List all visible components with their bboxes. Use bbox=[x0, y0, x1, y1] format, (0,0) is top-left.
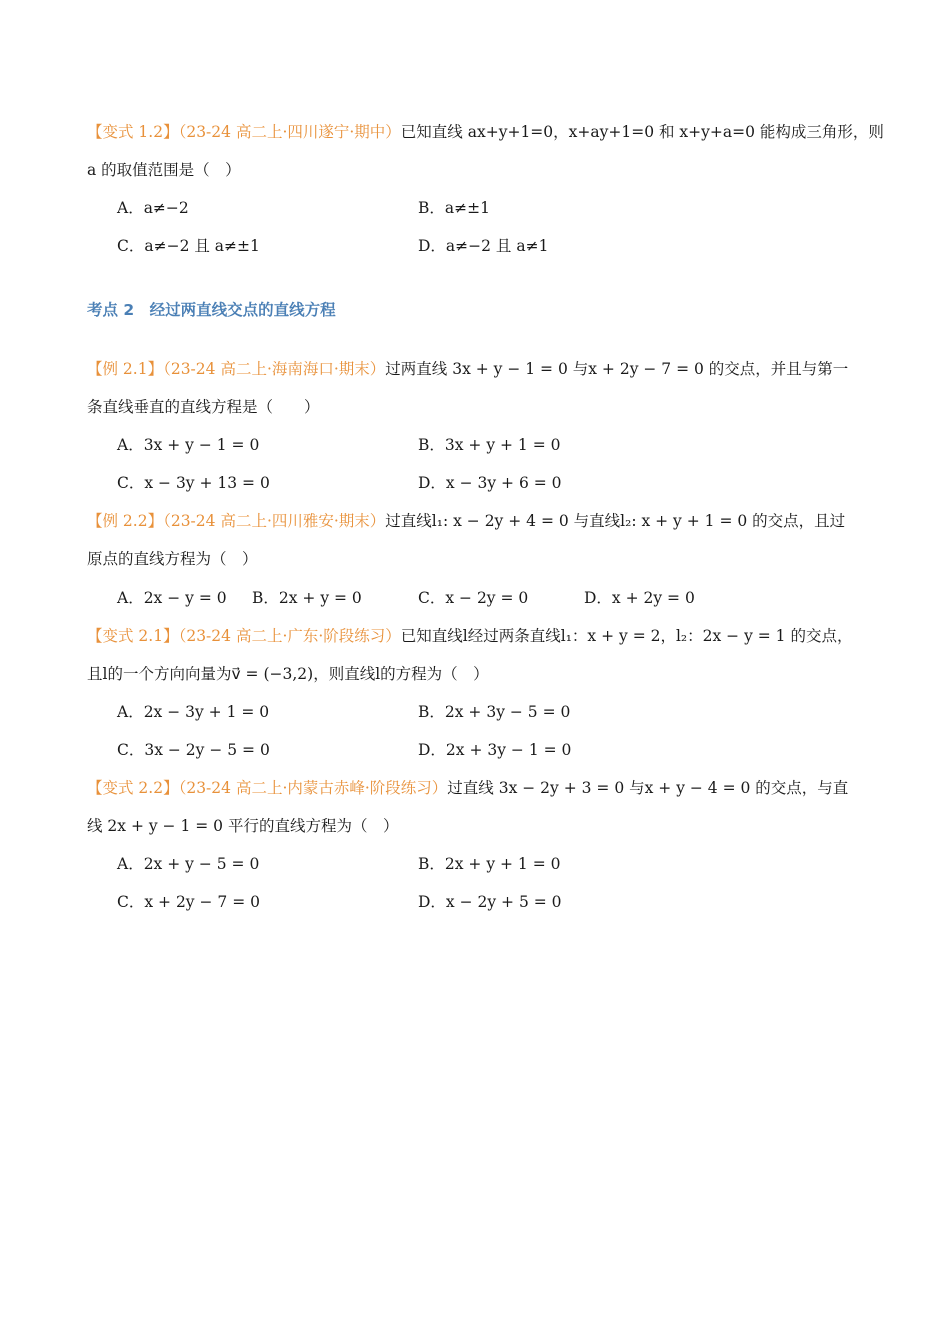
question-var22-line1 bbox=[87, 778, 848, 798]
question-source: （23-24 高二上·海南海口·期末） bbox=[163, 360, 386, 378]
option-c: C．a≠−2 且 a≠±1 bbox=[117, 237, 260, 255]
option-b: B．a≠±1 bbox=[418, 199, 490, 217]
question-stem: 已知直线 ax+y+1=0，x+ay+1=0 和 x+y+a=0 能构成三角形，则 bbox=[400, 123, 884, 141]
question-tag: 【变式 2.1】 bbox=[87, 627, 179, 645]
question-ex22-line1 bbox=[87, 511, 845, 531]
question-var21-line2: 且l的一个方向向量为v⃗ = (−3,2)，则直线l的方程为（ ） bbox=[87, 665, 489, 683]
option-d: D．a≠−2 且 a≠1 bbox=[418, 237, 549, 255]
question-source: （23-24 高二上·广东·阶段练习） bbox=[178, 627, 401, 645]
question-ex21-line1 bbox=[87, 359, 848, 379]
option-b: B．3x + y + 1 = 0 bbox=[418, 436, 561, 454]
question-stem: 过直线 3x − 2y + 3 = 0 与x + y − 4 = 0 的交点，与直 bbox=[447, 779, 849, 797]
option-c: C．3x − 2y − 5 = 0 bbox=[117, 741, 270, 759]
question-stem: 过两直线 3x + y − 1 = 0 与x + 2y − 7 = 0 的交点，并且与第一 bbox=[385, 360, 849, 378]
question-tag: 【变式 1.2】 bbox=[87, 123, 179, 141]
option-d: D．x − 2y + 5 = 0 bbox=[418, 893, 562, 911]
option-a: A．2x − 3y + 1 = 0 bbox=[117, 703, 270, 721]
section-heading: 考点 2 经过两直线交点的直线方程 bbox=[87, 301, 336, 319]
option-a: A．a≠−2 bbox=[117, 199, 189, 217]
option-d: D．2x + 3y − 1 = 0 bbox=[418, 741, 572, 759]
question-ex21-line2: 条直线垂直的直线方程是（ ） bbox=[87, 398, 320, 416]
option-b: B．2x + y = 0 bbox=[252, 589, 362, 607]
question-tag: 【例 2.1】 bbox=[87, 360, 164, 378]
question-stem: 已知直线l经过两条直线l₁：x + y = 2，l₂：2x − y = 1 的交点， bbox=[400, 627, 853, 645]
option-a: A．2x + y − 5 = 0 bbox=[117, 855, 260, 873]
option-a: A．3x + y − 1 = 0 bbox=[117, 436, 260, 454]
option-d: D．x + 2y = 0 bbox=[584, 589, 695, 607]
question-var12-line2: a 的取值范围是（ ） bbox=[87, 161, 241, 179]
option-b: B．2x + y + 1 = 0 bbox=[418, 855, 561, 873]
question-tag: 【例 2.2】 bbox=[87, 512, 164, 530]
option-a: A．2x − y = 0 bbox=[117, 589, 227, 607]
question-ex22-line2: 原点的直线方程为（ ） bbox=[87, 550, 258, 568]
question-source: （23-24 高二上·四川雅安·期末） bbox=[163, 512, 386, 530]
question-tag: 【变式 2.2】 bbox=[87, 779, 179, 797]
option-c: C．x − 2y = 0 bbox=[418, 589, 529, 607]
question-stem: 过直线l₁: x − 2y + 4 = 0 与直线l₂: x + y + 1 = 0 的交点，且过 bbox=[385, 512, 846, 530]
question-source: （23-24 高二上·内蒙古赤峰·阶段练习） bbox=[178, 779, 448, 797]
option-c: C．x + 2y − 7 = 0 bbox=[117, 893, 260, 911]
option-b: B．2x + 3y − 5 = 0 bbox=[418, 703, 571, 721]
question-var12-line1 bbox=[87, 122, 884, 142]
option-c: C．x − 3y + 13 = 0 bbox=[117, 474, 270, 492]
option-d: D．x − 3y + 6 = 0 bbox=[418, 474, 562, 492]
question-var22-line2: 线 2x + y − 1 = 0 平行的直线方程为（ ） bbox=[87, 817, 399, 835]
question-var21-line1 bbox=[87, 626, 852, 646]
question-source: （23-24 高二上·四川遂宁·期中） bbox=[178, 123, 401, 141]
